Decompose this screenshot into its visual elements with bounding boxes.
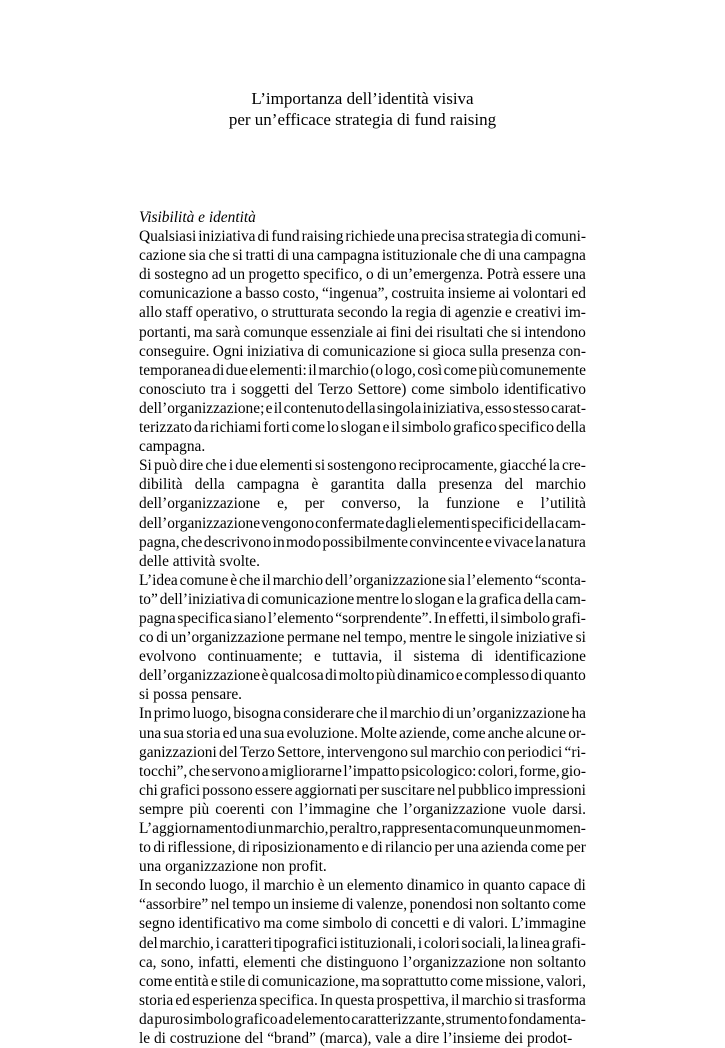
- text-line: pagna, che descrivono in modo possibilmente convincente e vivace la natura: [139, 533, 586, 551]
- text-line: come entità e stile di comunicazione, ma soprattutto come missione, valori,: [139, 972, 586, 990]
- text-line: delle attività svolte.: [139, 552, 260, 570]
- section-heading: Visibilità e identità: [139, 209, 256, 226]
- text-line: to” dell’iniziativa di comunicazione mentre lo slogan e la grafica della cam-: [139, 590, 586, 608]
- text-line: co di un’organizzazione permane nel tempo, mentre le singole iniziative si: [139, 629, 586, 647]
- title-line: per un’efficace strategia di fund raising: [228, 110, 497, 129]
- document-title: [0, 88, 725, 130]
- text-line: L’aggiornamento di un marchio, peraltro, rappresenta comunque un momen-: [139, 820, 586, 837]
- text-line: segno identificativo ma come simbolo di concetti e di valori. L’immagine: [139, 915, 586, 933]
- paragraph: [139, 456, 586, 571]
- text-line: del marchio, i caratteri tipografici istituzionali, i colori sociali, la linea grafi-: [139, 934, 586, 952]
- text-line: una sua storia ed una sua evoluzione. Molte aziende, come anche alcune or-: [139, 724, 586, 742]
- text-line: In secondo luogo, il marchio è un elemento dinamico in quanto capace di: [139, 877, 586, 895]
- text-line: dell’organizzazione è qualcosa di molto più dinamico e complesso di quanto: [139, 667, 586, 685]
- text-line: conosciuto tra i soggetti del Terzo Settore) come simbolo identificativo: [139, 380, 586, 398]
- paragraph: [139, 227, 586, 456]
- text-line: ca, sono, infatti, elementi che distinguono l’organizzazione non soltanto: [139, 953, 586, 971]
- text-line: dell’organizzazione e, per converso, la funzione e l’utilità: [139, 495, 586, 513]
- text-line: pagna specifica siano l’elemento “sorprendente”. In effetti, il simbolo grafi-: [139, 609, 586, 627]
- paragraphs: [139, 227, 586, 1048]
- title-line: L’importanza dell’identità visiva: [251, 89, 474, 108]
- text-line: Qualsiasi iniziativa di fund raising richiede una precisa strategia di comuni-: [139, 228, 586, 246]
- text-line: allo staff operativo, o strutturata secondo la regia di agenzie e creativi im-: [139, 304, 586, 322]
- text-line: portanti, ma sarà comunque essenziale ai fini dei risultati che si intendono: [139, 323, 586, 341]
- text-line: conseguire. Ogni iniziativa di comunicazione si gioca sulla presenza con-: [139, 342, 586, 360]
- text-line: di sostegno ad un progetto specifico, o di un’emergenza. Potrà essere una: [139, 266, 586, 284]
- text-line: dell’organizzazione vengono confermate dagli elementi specifici della cam-: [139, 514, 586, 532]
- text-line: terizzato da richiami forti come lo slogan e il simbolo grafico specifico della: [139, 419, 586, 437]
- text-line: to di riflessione, di riposizionamento e di rilancio per una azienda come per: [139, 839, 586, 857]
- text-line: una organizzazione non profit.: [139, 858, 327, 876]
- text-line: si possa pensare.: [139, 686, 243, 704]
- document-body: [139, 208, 586, 1048]
- text-line: comunicazione a basso costo, “ingenua”, costruita insieme ai volontari ed: [139, 285, 586, 303]
- text-line: storia ed esperienza specifica. In questa prospettiva, il marchio si trasforma: [139, 991, 586, 1009]
- text-line: dell’organizzazione; e il contenuto della singola iniziativa, esso stesso carat-: [139, 399, 586, 417]
- paragraph: [139, 704, 586, 876]
- paragraph: [139, 876, 586, 1048]
- text-line: “assorbire” nel tempo un insieme di valenze, ponendosi non soltanto come: [139, 896, 586, 914]
- text-line: Si può dire che i due elementi si sostengono reciprocamente, giacché la cre-: [139, 457, 586, 475]
- text-line: cazione sia che si tratti di una campagna istituzionale che di una campagna: [139, 247, 586, 265]
- text-line: da puro simbolo grafico ad elemento caratterizzante, strumento fondamenta-: [139, 1010, 586, 1028]
- text-line: evolvono continuamente; e tuttavia, il sistema di identificazione: [139, 648, 586, 666]
- text-line: tocchi”, che servono a migliorarne l’impatto psicologico: colori, forme, gio-: [139, 762, 586, 780]
- text-line: temporanea di due elementi: il marchio (o logo, così come più comunemente: [139, 361, 586, 379]
- text-line: sempre più coerenti con l’immagine che l’organizzazione vuole darsi.: [139, 800, 586, 818]
- text-line: In primo luogo, bisogna considerare che il marchio di un’organizzazione ha: [139, 705, 586, 723]
- text-line: L’idea comune è che il marchio dell’organizzazione sia l’elemento “sconta-: [139, 571, 586, 589]
- text-line: campagna.: [139, 438, 206, 456]
- text-line: le di costruzione del “brand” (marca), vale a dire l’insieme dei prodot-: [139, 1030, 573, 1048]
- text-line: ganizzazioni del Terzo Settore, intervengono sul marchio con periodici “ri-: [139, 743, 586, 761]
- text-line: dibilità della campagna è garantita dalla presenza del marchio: [139, 476, 586, 494]
- paragraph: [139, 571, 586, 705]
- text-line: chi grafici possono essere aggiornati per suscitare nel pubblico impressioni: [139, 781, 586, 799]
